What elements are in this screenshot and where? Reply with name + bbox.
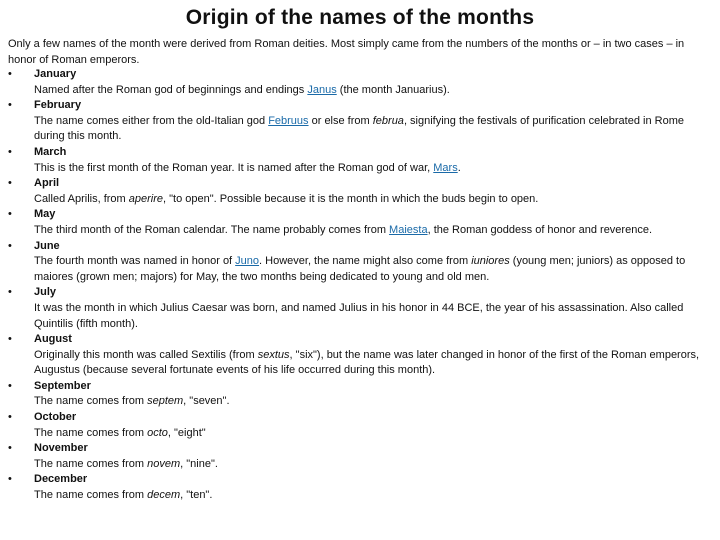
- description-text: Originally this month was called Sextilis (from: [34, 348, 258, 361]
- bullet: •: [8, 473, 12, 486]
- intro-paragraph: Only a few names of the month were derived from Roman deities. Most simply came from the numbers of the months or – in two cases – in honor of Roman emperors.: [8, 38, 685, 66]
- month-item-february: [0, 98, 714, 145]
- description-text: The name comes from: [34, 457, 148, 470]
- month-item-may: [0, 207, 714, 238]
- latin-term: sextus: [257, 348, 290, 361]
- description-text: . However, the name might also come from: [259, 255, 472, 268]
- deity-link[interactable]: Maiesta: [389, 223, 428, 236]
- month-description: [34, 488, 714, 504]
- month-name: March: [34, 145, 67, 158]
- month-description: [34, 114, 714, 145]
- month-name: June: [34, 239, 60, 252]
- bullet: •: [8, 286, 12, 299]
- month-name: May: [34, 208, 56, 221]
- description-text: The fourth month was named in honor of: [34, 255, 236, 268]
- month-description: [34, 457, 714, 473]
- description-text: , the Roman goddess of honor and reverence.: [427, 223, 652, 236]
- description-text: (young men; juniors) as opposed to maiores (grown men; majors) for May, the two months being dedicated to young and old men.: [34, 255, 686, 283]
- bullet: •: [8, 239, 12, 252]
- latin-term: aperire: [128, 192, 164, 205]
- month-name: November: [34, 442, 88, 455]
- page-title: Origin of the names of the months: [185, 6, 535, 29]
- description-text: , "six"), but the name was later changed in honor of the first of the Roman emperors, Augustus (because several fortunate events of his life occurred during this month).: [34, 348, 700, 377]
- description-text: , signifying the festivals of purification celebrated in Rome during this month.: [34, 114, 684, 143]
- month-description: [34, 301, 714, 332]
- month-description: [34, 348, 714, 379]
- month-item-april: [0, 176, 714, 207]
- description-text: The third month of the Roman calendar. The name probably comes from: [34, 223, 390, 236]
- month-name: April: [34, 177, 60, 190]
- month-item-september: [0, 379, 714, 410]
- month-item-june: [0, 239, 714, 286]
- month-item-march: [0, 145, 714, 176]
- description-text: This is the first month of the Roman year. It is named after the Roman god of war,: [34, 161, 434, 174]
- bullet: •: [8, 208, 12, 221]
- months-list: [0, 67, 714, 504]
- month-description: [34, 161, 714, 177]
- description-text: The name comes from: [34, 426, 148, 439]
- latin-term: octo: [147, 426, 168, 439]
- month-description: [34, 192, 714, 208]
- month-name: September: [34, 379, 91, 392]
- description-text: , "seven".: [183, 395, 230, 408]
- description-text: .: [457, 161, 461, 174]
- month-name: August: [34, 333, 72, 346]
- month-description: [34, 83, 714, 99]
- month-name: February: [34, 99, 82, 112]
- description-text: The name comes from: [34, 489, 148, 502]
- month-name: January: [34, 68, 77, 80]
- description-text: or else from: [308, 114, 373, 127]
- month-item-november: [0, 441, 714, 472]
- bullet: •: [8, 68, 12, 80]
- bullet: •: [8, 99, 12, 112]
- bullet: •: [8, 145, 12, 158]
- description-text: , "nine".: [180, 457, 218, 470]
- latin-term: iuniores: [471, 255, 510, 268]
- latin-term: februa: [372, 114, 404, 127]
- deity-link[interactable]: Mars: [433, 161, 458, 174]
- latin-term: novem: [147, 457, 181, 470]
- bullet: •: [8, 333, 12, 346]
- description-text: Called Aprilis, from: [34, 192, 129, 205]
- deity-link[interactable]: Janus: [307, 83, 337, 96]
- description-text: , "ten".: [180, 489, 213, 502]
- bullet: •: [8, 442, 12, 455]
- description-text: It was the month in which Julius Caesar was born, and named Julius in his honor in 44 BCE, the year of his assassination. Also called Quintilis (fifth month).: [34, 301, 684, 330]
- bullet: •: [8, 177, 12, 190]
- latin-term: decem: [147, 489, 181, 502]
- description-text: (the month Januarius).: [336, 83, 450, 96]
- month-description: [34, 223, 714, 239]
- month-description: [34, 394, 714, 410]
- month-item-august: [0, 332, 714, 379]
- month-item-december: [0, 472, 714, 503]
- month-description: [34, 426, 714, 442]
- latin-term: septem: [147, 395, 184, 408]
- deity-link[interactable]: Juno: [235, 255, 260, 268]
- deity-link[interactable]: Februus: [268, 114, 309, 127]
- month-item-january: [0, 67, 714, 98]
- month-description: [34, 254, 714, 285]
- description-text: Named after the Roman god of beginnings and endings: [34, 83, 308, 96]
- description-text: The name comes from: [34, 395, 148, 408]
- bullet: •: [8, 379, 12, 392]
- month-item-july: [0, 285, 714, 332]
- bullet: •: [8, 411, 12, 424]
- month-name: October: [34, 411, 77, 424]
- description-text: , "to open". Possible because it is the month in which the buds begin to open.: [163, 192, 539, 205]
- description-text: , "eight": [167, 426, 206, 439]
- month-name: July: [34, 286, 57, 299]
- month-name: December: [34, 473, 88, 486]
- description-text: The name comes either from the old-Italian god: [34, 114, 269, 127]
- month-item-october: [0, 410, 714, 441]
